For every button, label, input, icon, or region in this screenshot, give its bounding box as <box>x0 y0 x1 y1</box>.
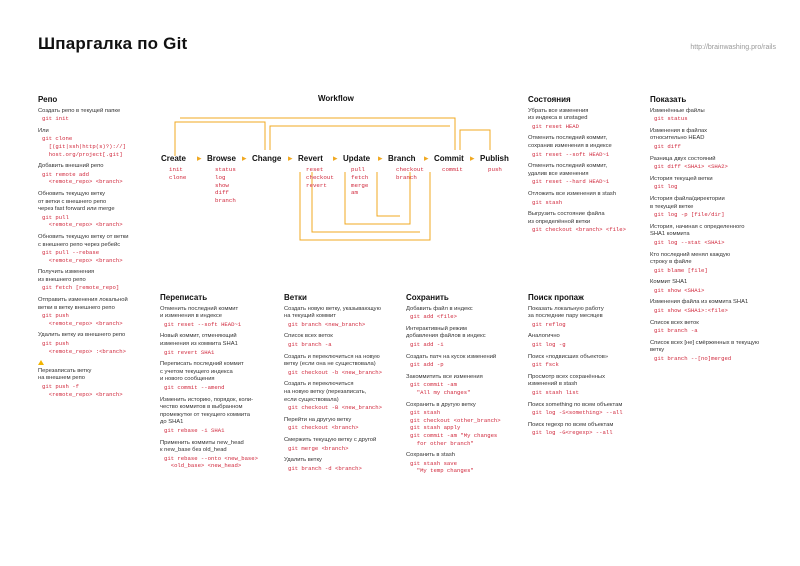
show-item-command[interactable]: git branch --[no]merged <box>654 355 732 363</box>
repo-item-command[interactable]: git clone [(git|ssh|http(s)?)://] host.org/project[.git] <box>42 135 126 158</box>
arrow-right-icon: ▸ <box>288 153 293 163</box>
arrow-right-icon: ▸ <box>470 153 475 163</box>
state-item-command[interactable]: git checkout <branch> <file> <box>532 226 626 234</box>
show-item-desc: Коммит SHA1 <box>650 279 688 286</box>
search-item-command[interactable]: git fsck <box>532 361 559 369</box>
show-item-command[interactable]: git log --stat <SHA1> <box>654 238 725 246</box>
workflow-stage-create: Create <box>161 154 186 163</box>
arrow-right-icon: ▸ <box>242 153 247 163</box>
branches-item-desc: Перейти на другую ветку <box>284 416 352 423</box>
show-item-command[interactable]: git diff <SHA1> <SHA2> <box>654 163 728 171</box>
workflow-loop-create-change <box>175 122 265 156</box>
repo-item-desc: Создать репо в текущей папке <box>38 107 121 114</box>
arrow-right-icon: ▸ <box>378 153 383 163</box>
show-item-desc: Список всех [не] смёрженных в текущую ветку <box>650 339 760 354</box>
branches-title: Ветки <box>284 293 307 302</box>
search-title: Поиск пропаж <box>528 293 584 302</box>
workflow-stage-update: Update <box>343 154 371 163</box>
show-title: Показать <box>650 95 687 104</box>
branches-item-command[interactable]: git branch <new_branch> <box>288 320 366 328</box>
show-item-desc: Кто последний менял каждую строку в файле <box>650 251 731 266</box>
workflow-stage-commands: commit <box>442 166 463 173</box>
repo-item-desc: Получить изменения из внешнего репо <box>38 269 95 283</box>
rewrite-item-command[interactable]: git commit --amend <box>164 383 225 391</box>
show-item-desc: Изменённые файлы <box>650 107 705 114</box>
branches-item-desc: Создать новую ветку, указывающую на текущий коммит <box>284 305 381 320</box>
branches-item-command[interactable]: git checkout -b <new_branch> <box>288 368 382 376</box>
arrow-right-icon: ▸ <box>333 153 338 163</box>
state-item-desc: Убрать все изменения из индекса в unstaged <box>528 107 589 122</box>
branches-item-command[interactable]: git branch -d <branch> <box>288 464 362 472</box>
save-title: Сохранить <box>406 293 449 302</box>
branches-item-desc: Удалить ветку <box>284 457 322 464</box>
source-url[interactable]: http://brainwashing.pro/rails <box>690 44 776 51</box>
workflow-stage-commands: checkout branch <box>396 166 424 181</box>
workflow-stage-commands: push <box>488 166 502 173</box>
show-item-command[interactable]: git blame [file] <box>654 266 708 274</box>
branches-item-command[interactable]: git checkout -B <new_branch> <box>288 404 382 412</box>
show-item-command[interactable]: git status <box>654 115 688 123</box>
save-item-command[interactable]: git stash save "My temp changes" <box>410 459 474 475</box>
arrow-right-icon: ▸ <box>424 153 429 163</box>
show-item-desc: История, начиная с определенного SHA1 коммита <box>650 223 745 238</box>
show-item-command[interactable]: git show <SHA1> <box>654 286 705 294</box>
rewrite-item-desc: Применить коммиты new_head к new_base без old_head <box>160 439 244 454</box>
search-item-command[interactable]: git reflog <box>532 320 566 328</box>
state-item-command[interactable]: git stash <box>532 198 563 206</box>
save-item-desc: Закоммитить все изменения <box>406 373 483 380</box>
save-item-command[interactable]: git commit -am "All my changes" <box>410 381 471 396</box>
show-item-desc: История файла/директории в текущей ветке <box>650 195 725 210</box>
state-item-command[interactable]: git reset HEAD <box>532 122 579 130</box>
repo-item-desc: Перезаписать ветку на внешнем репо <box>38 367 92 382</box>
workflow-stage-revert: Revert <box>298 154 323 163</box>
search-item-command[interactable]: git log -g <box>532 340 566 348</box>
rewrite-item-desc: Изменить историю, порядок, коли- чество коммитов в выбранном промежутке от текущего коммита до SHA1 <box>160 396 254 426</box>
workflow-stage-commit: Commit <box>434 154 464 163</box>
save-item-desc: Добавить файл в индекс <box>406 305 473 312</box>
branches-item-command[interactable]: git branch -a <box>288 340 332 348</box>
arrow-right-icon: ▸ <box>197 153 202 163</box>
show-item-command[interactable]: git log -p [file/dir] <box>654 211 725 219</box>
save-item-command[interactable]: git add <file> <box>410 313 457 321</box>
workflow-stage-branch: Branch <box>388 154 416 163</box>
search-item-command[interactable]: git stash list <box>532 388 579 396</box>
rewrite-item-command[interactable]: git rebase -i SHA1 <box>164 426 225 434</box>
rewrite-item-desc: Переписать последний коммит с учетом текущего индекса и нового сообщения <box>160 361 244 383</box>
rewrite-item-command[interactable]: git rebase --onto <new_base> <old_base> <new_head> <box>164 454 258 470</box>
workflow-loop-change-commit <box>270 126 450 150</box>
save-item-desc: Сохранить в другую ветку <box>406 401 476 408</box>
branches-item-desc: Смержить текущую ветку с другой <box>284 436 377 443</box>
workflow-loop-commit-top <box>180 118 455 150</box>
save-item-command[interactable]: git add -i <box>410 340 444 348</box>
workflow-stage-publish: Publish <box>480 154 509 163</box>
workflow-loop-publish <box>460 130 490 150</box>
show-item-command[interactable]: git diff <box>654 142 681 150</box>
save-item-command[interactable]: git add -p <box>410 361 444 369</box>
search-item-command[interactable]: git log -S<something> --all <box>532 409 623 417</box>
repo-item-command[interactable]: git fetch [remote_repo] <box>42 284 120 292</box>
repo-title: Репо <box>38 95 58 104</box>
rewrite-item-command[interactable]: git reset --soft HEAD~1 <box>164 320 242 328</box>
branches-item-desc: Создать и переключиться на новую ветку (перезаписать, если существовала) <box>284 381 367 403</box>
repo-item-desc: Отправить изменения локальной ветки в ветку внешнего репо <box>38 297 128 311</box>
show-item-desc: Изменения в файлах относительно HEAD <box>650 127 708 142</box>
search-item-desc: Поиск regexp по всем объектам <box>528 421 614 428</box>
show-item-desc: Изменения файла из коммита SHA1 <box>650 299 749 306</box>
show-item-desc: История текущей ветки <box>650 175 713 182</box>
rewrite-title: Переписать <box>160 293 208 302</box>
rewrite-item-desc: Новый коммит, отменяющий изменения из коммита SHA1 <box>160 333 238 347</box>
workflow-stage-browse: Browse <box>207 154 236 163</box>
branches-item-desc: Создать и переключиться на новую ветку (если она не существовала) <box>284 353 380 368</box>
workflow-stage-commands: pull fetch merge am <box>351 166 369 197</box>
repo-item-command[interactable]: git push <remote_repo> <branch> <box>42 312 123 327</box>
repo-item-command[interactable]: git push -f <remote_repo> <branch> <box>42 383 123 398</box>
search-item-desc: Поиск «подвисших объектов» <box>528 353 609 360</box>
show-item-command[interactable]: git log <box>654 183 678 191</box>
workflow-stage-commands: status log show diff branch <box>215 166 236 205</box>
show-item-desc: Список всех веток <box>650 319 699 326</box>
workflow-title: Workflow <box>318 94 354 103</box>
show-item-desc: Разница двух состояний <box>650 155 716 162</box>
state-item-desc: Отложить все изменения в stash <box>528 190 617 197</box>
search-item-command[interactable]: git log -G<regexp> --all <box>532 429 613 437</box>
save-item-desc: Сохранить в stash <box>406 452 455 459</box>
rewrite-item-desc: Отменить последний коммит и изменения в индексе <box>160 305 239 320</box>
workflow-stage-commands: reset checkout revert <box>306 166 334 189</box>
repo-item-command[interactable]: git remote add <remote_repo> <branch> <box>42 170 123 186</box>
repo-item-command[interactable]: git push <remote_repo> :<branch> <box>42 340 126 355</box>
search-item-desc: Поиск something по всем объектам <box>528 401 623 408</box>
state-item-command[interactable]: git reset --soft HEAD~1 <box>532 150 610 158</box>
repo-item-command[interactable]: git pull <remote_repo> <branch> <box>42 213 123 229</box>
branches-item-command[interactable]: git checkout <branch> <box>288 424 359 432</box>
repo-item-desc: Обновить текущую ветку от ветки с внешнего репо через fast forward или merge <box>38 190 115 213</box>
repo-item-desc: Обновить текущую ветку от ветки с внешнего репо через ребейс <box>38 233 129 248</box>
state-item-desc: Отменить последний коммит, удалив все изменения <box>528 163 608 177</box>
branches-item-command[interactable]: git merge <branch> <box>288 444 349 452</box>
repo-item-command[interactable]: git pull --rebase <remote_repo> <branch> <box>42 249 123 264</box>
repo-item-desc: Добавить внешний репо <box>38 163 104 170</box>
state-title: Состояния <box>528 95 571 104</box>
search-item-desc: Просмотр всех сохранённых изменений в stash <box>528 373 605 388</box>
state-item-desc: Выгрузить состояние файла из определённой ветки <box>528 211 605 225</box>
show-item-command[interactable]: git branch -a <box>654 327 698 335</box>
rewrite-item-command[interactable]: git revert SHA1 <box>164 348 215 356</box>
repo-item-desc: Или <box>38 127 49 134</box>
search-item-desc: Аналогично <box>528 333 560 340</box>
repo-item-command[interactable]: git init <box>42 115 69 123</box>
repo-item-desc: Удалить ветку из внешнего репо <box>38 332 126 339</box>
state-item-desc: Отменить последний коммит, сохранив изменения в индексе <box>528 135 612 149</box>
save-item-desc: Интерактивный режим добавления файлов в индекс <box>406 325 486 340</box>
workflow-stage-change: Change <box>252 154 282 163</box>
save-item-command[interactable]: git stash git checkout <other_branch> git stash apply git commit -am "My changes for other branch" <box>410 409 501 447</box>
branches-item-desc: Список всех веток <box>284 333 333 340</box>
save-item-desc: Создать патч на кусок изменений <box>406 353 497 360</box>
page-title: Шпаргалка по Git <box>38 34 188 53</box>
state-item-command[interactable]: git reset --hard HEAD~1 <box>532 178 610 186</box>
show-item-command[interactable]: git show <SHA1>:<file> <box>654 307 728 315</box>
search-item-desc: Показать локальную работу за последние пару месяцев <box>528 305 604 320</box>
workflow-stage-commands: init clone <box>169 166 187 181</box>
